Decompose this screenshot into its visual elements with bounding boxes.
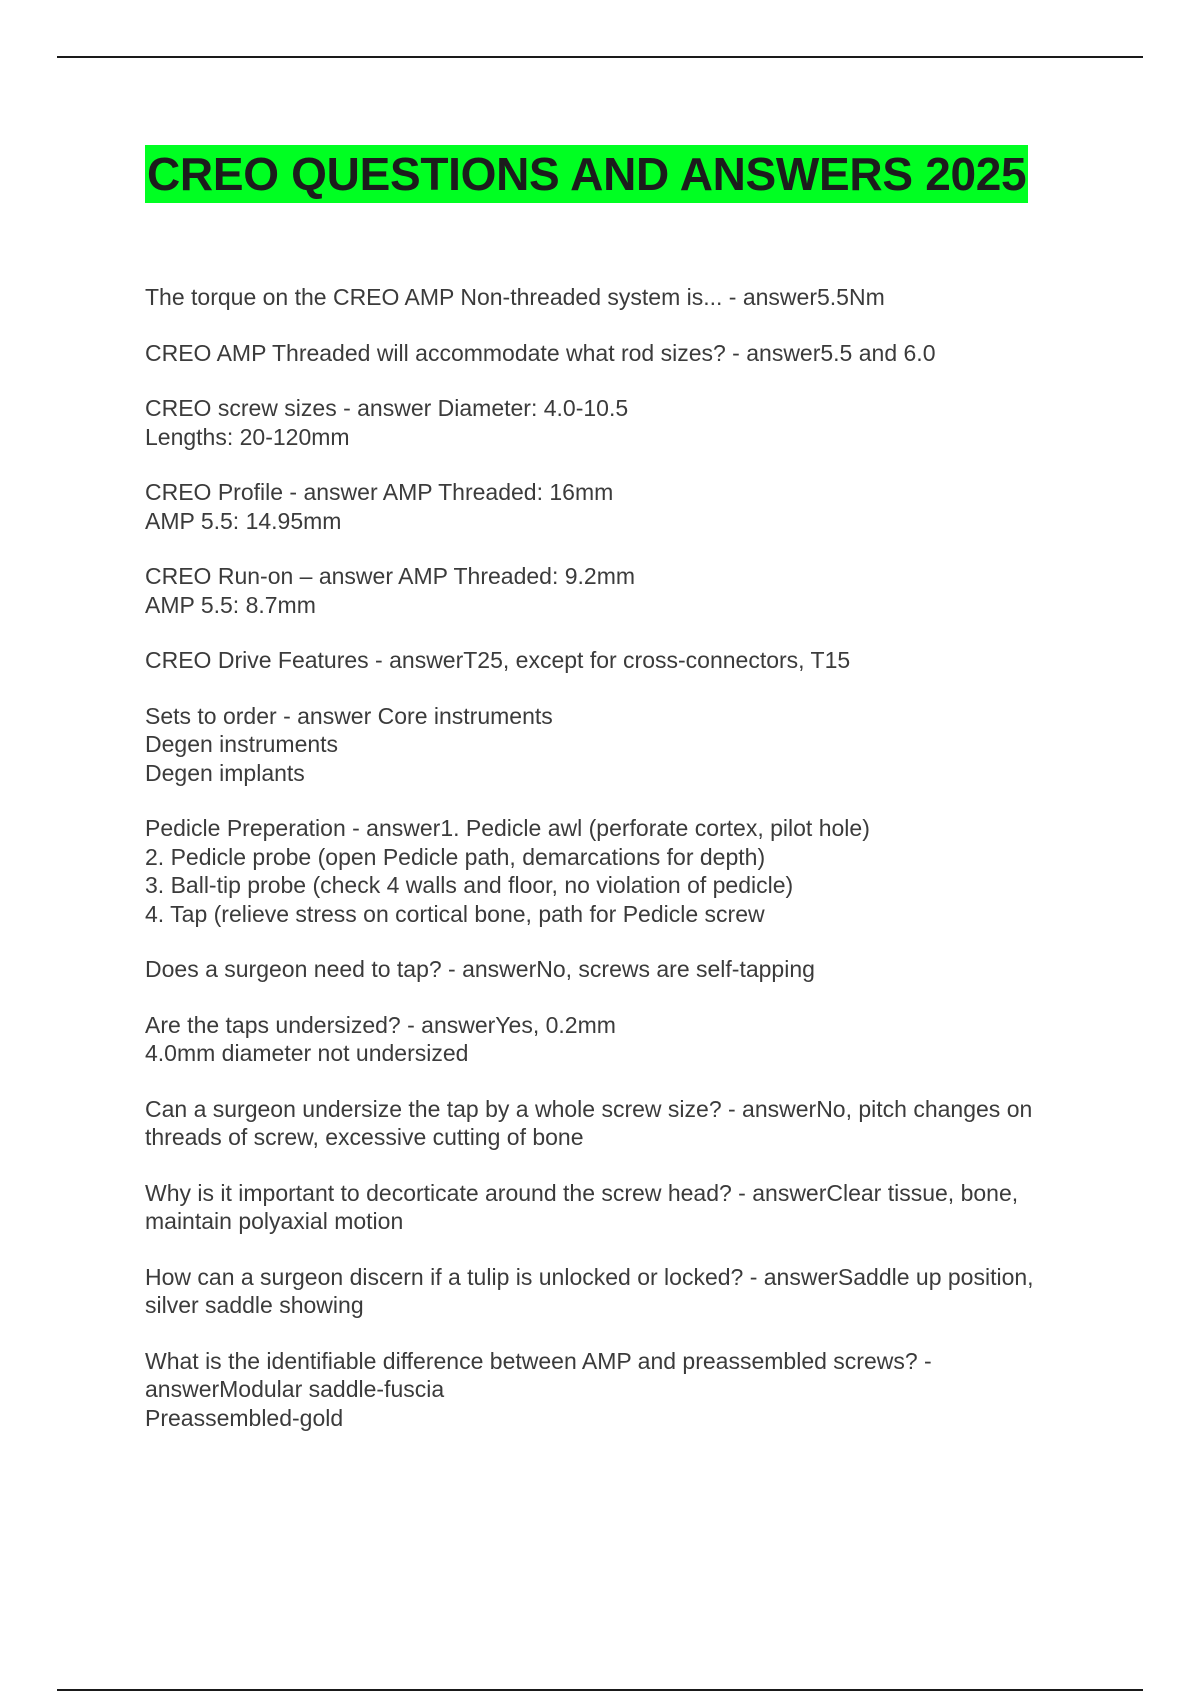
qa-line: CREO Profile - answer AMP Threaded: 16mm: [145, 479, 614, 505]
qa-item: [145, 702, 1085, 788]
qa-line: Pedicle Preperation - answer1. Pedicle awl (perforate cortex, pilot hole): [145, 815, 870, 841]
bottom-rule: [57, 1689, 1143, 1691]
qa-line: 4. Tap (relieve stress on cortical bone, path for Pedicle screw: [145, 900, 765, 927]
qa-item: [145, 283, 1085, 312]
qa-line: AMP 5.5: 14.95mm: [145, 507, 342, 534]
top-rule: [57, 56, 1143, 58]
qa-line: CREO Drive Features - answerT25, except for cross-connectors, T15: [145, 647, 851, 673]
qa-item: [145, 814, 1085, 928]
qa-line: Are the taps undersized? - answerYes, 0.2mm: [145, 1011, 616, 1038]
qa-line: AMP 5.5: 8.7mm: [145, 591, 316, 618]
qa-item: [145, 646, 1085, 675]
qa-line: Preassembled-gold: [145, 1404, 344, 1431]
qa-list: [145, 283, 1085, 1459]
page-title: CREO QUESTIONS AND ANSWERS 2025: [145, 145, 1028, 203]
qa-item: [145, 562, 1085, 619]
qa-line: The torque on the CREO AMP Non-threaded system is... - answer5.5Nm: [145, 284, 885, 310]
qa-line: Can a surgeon undersize the tap by a whole screw size? - answerNo, pitch changes on: [145, 1095, 1033, 1122]
qa-line: maintain polyaxial motion: [145, 1208, 404, 1234]
qa-line: CREO AMP Threaded will accommodate what rod sizes? - answer5.5 and 6.0: [145, 339, 936, 366]
qa-item: [145, 394, 1085, 451]
qa-line: Degen implants: [145, 759, 305, 786]
qa-line: CREO screw sizes - answer Diameter: 4.0-10.5: [145, 395, 629, 421]
qa-line: 3. Ball-tip probe (check 4 walls and floor, no violation of pedicle): [145, 872, 794, 898]
qa-item: [145, 1263, 1085, 1320]
qa-item: [145, 955, 1085, 984]
qa-item: [145, 1347, 1085, 1433]
qa-line: How can a surgeon discern if a tulip is unlocked or locked? - answerSaddle up position,: [145, 1263, 1034, 1290]
qa-line: 4.0mm diameter not undersized: [145, 1040, 469, 1066]
qa-item: [145, 339, 1085, 368]
qa-line: Sets to order - answer Core instruments: [145, 702, 553, 729]
qa-line: Why is it important to decorticate around the screw head? - answerClear tissue, bone,: [145, 1179, 1019, 1206]
qa-line: CREO Run-on – answer AMP Threaded: 9.2mm: [145, 563, 636, 589]
qa-item: [145, 1095, 1085, 1152]
qa-item: [145, 1179, 1085, 1236]
qa-line: silver saddle showing: [145, 1292, 364, 1318]
qa-line: Degen instruments: [145, 731, 339, 757]
title-block: [145, 145, 1028, 203]
qa-line: answerModular saddle-fuscia: [145, 1376, 445, 1402]
qa-line: Does a surgeon need to tap? - answerNo, screws are self-tapping: [145, 956, 815, 982]
qa-line: What is the identifiable difference between AMP and preassembled screws? -: [145, 1347, 932, 1374]
qa-line: 2. Pedicle probe (open Pedicle path, demarcations for depth): [145, 843, 766, 870]
qa-item: [145, 478, 1085, 535]
qa-line: Lengths: 20-120mm: [145, 423, 350, 450]
qa-item: [145, 1011, 1085, 1068]
qa-line: threads of screw, excessive cutting of bone: [145, 1124, 584, 1150]
